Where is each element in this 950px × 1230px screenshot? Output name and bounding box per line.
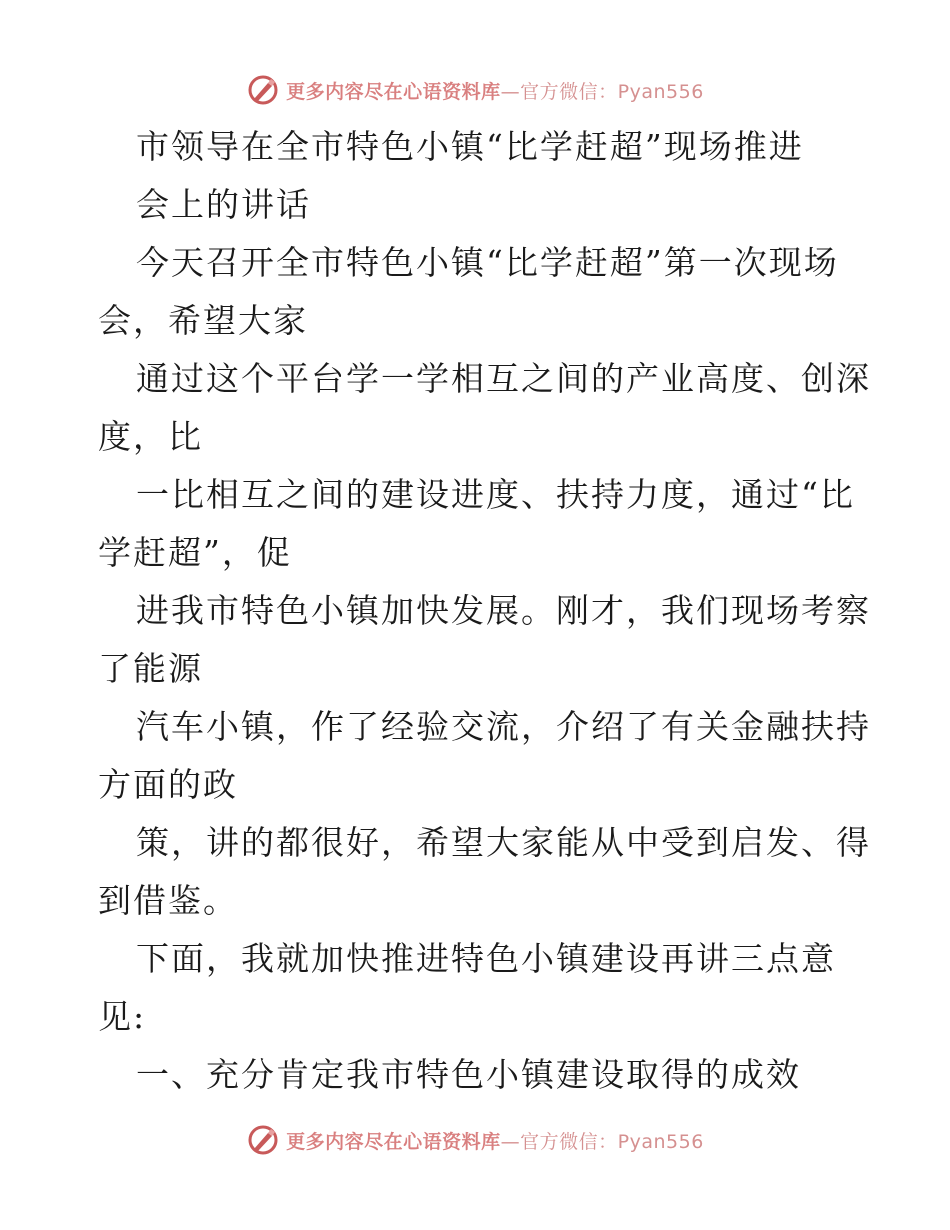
watermark-main-text: 更多内容尽在心语资料库 [286,80,501,103]
text-line: 市领导在全市特色小镇“比学赶超”现场推进 [136,127,804,166]
text-line: 一比相互之间的建设进度、扶持力度，通过“比 [136,475,855,514]
watermark-sub-text: —官方微信：Pyan556 [500,80,704,103]
header-watermark [0,70,950,110]
text-line: 通过这个平台学一学相互之间的产业高度、创深 [136,359,871,398]
text-line: 会，希望大家 [98,301,308,340]
footer-watermark [0,1120,950,1160]
text-line: 见: [98,997,147,1036]
text-line: 今天召开全市特色小镇“比学赶超”第一次现场 [136,243,839,282]
text-line: 到借鉴。 [98,881,238,920]
document-body [98,118,871,1104]
text-line: 学赶超”，促 [98,533,292,572]
text-line: 策，讲的都很好，希望大家能从中受到启发、得 [136,823,871,862]
pen-circle-logo-icon [246,1123,280,1157]
text-line: 进我市特色小镇加快发展。刚才，我们现场考察 [136,591,871,630]
watermark-main-text: 更多内容尽在心语资料库 [286,1130,501,1153]
text-line: 了能源 [98,649,203,688]
text-line: 汽车小镇，作了经验交流，介绍了有关金融扶持 [136,707,871,746]
text-line: 度，比 [98,417,203,456]
text-line: 一、充分肯定我市特色小镇建设取得的成效 [136,1055,801,1094]
text-line: 会上的讲话 [136,185,311,224]
text-line: 下面，我就加快推进特色小镇建设再讲三点意 [136,939,836,978]
watermark-sub-text: —官方微信：Pyan556 [500,1130,704,1153]
text-line: 方面的政 [98,765,238,804]
pen-circle-logo-icon [246,73,280,107]
